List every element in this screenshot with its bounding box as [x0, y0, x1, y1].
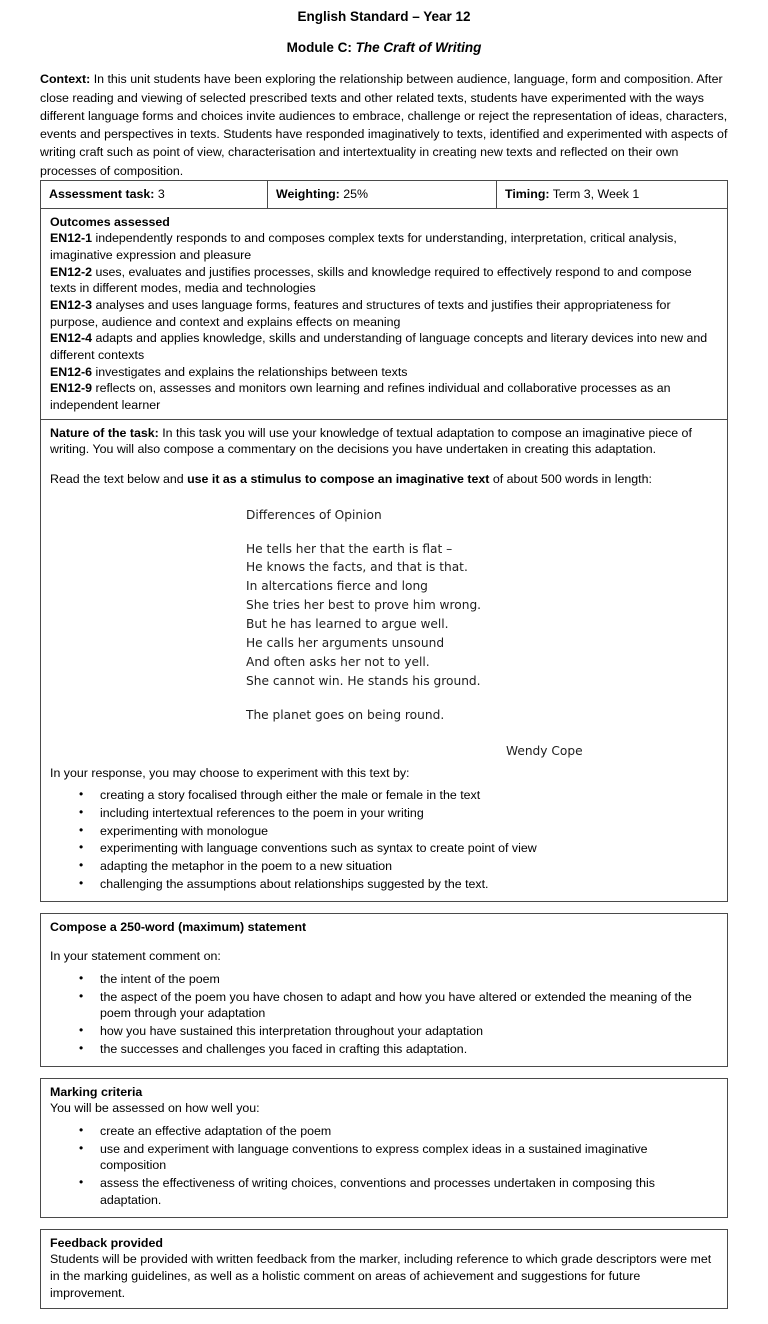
- list-item: • use and experiment with language conventions to express complex ideas in a sustained imaginative composition: [50, 1141, 718, 1174]
- poem-final-line: The planet goes on being round.: [246, 707, 445, 722]
- outcome-text: investigates and explains the relationships between texts: [92, 364, 408, 379]
- list-item: • challenging the assumptions about relationships suggested by the text.: [50, 876, 718, 893]
- poem-spacer: [246, 691, 718, 706]
- weighting-value: 25%: [339, 186, 369, 201]
- page-title: English Standard – Year 12: [297, 9, 471, 24]
- assessment-task-value: 3: [154, 186, 165, 201]
- marking-criteria-heading: Marking criteria: [50, 1084, 143, 1099]
- timing-cell: [497, 181, 727, 208]
- poem-line: He tells her that the earth is flat –: [246, 541, 453, 556]
- outcome-item: [50, 230, 718, 263]
- context-paragraph: [40, 56, 728, 179]
- list-item: • the aspect of the poem you have chosen to adapt and how you have altered or extended the meaning of the poem through your adaptation: [50, 989, 718, 1022]
- timing-value: Term 3, Week 1: [549, 186, 640, 201]
- section-gap: [40, 902, 728, 913]
- poem-title: Differences of Opinion: [246, 507, 382, 522]
- weighting-label: Weighting:: [276, 186, 340, 201]
- poem-line: She cannot win. He stands his ground.: [246, 673, 481, 688]
- outcomes-assessed-table: [40, 209, 728, 420]
- poem-line: But he has learned to argue well.: [246, 617, 449, 632]
- outcome-code: EN12-1: [50, 231, 93, 246]
- nature-of-task-text: In this task you will use your knowledge of textual adaptation to compose an imaginative piece of writing. You will also compose a commentary on the decisions you have undertaken in creating this adaptation.: [50, 425, 692, 457]
- list-item: • adapting the metaphor in the poem to a new situation: [50, 858, 718, 875]
- outcome-text: reflects on, assesses and monitors own learning and refines individual and collaborative processes as an independent learner: [50, 381, 671, 412]
- outcome-text: analyses and uses language forms, features and structures of texts and justifies their appropriateness for purpose, audience and context and explains effects on meaning: [50, 297, 671, 329]
- feedback-text: Students will be provided with written feedback from the marker, including reference to which grade descriptors were met in the marking guidelines, as well as a holistic comment on areas of achievement and suggestions for future improvement.: [50, 1252, 712, 1300]
- list-item: • creating a story focalised through either the male or female in the text: [50, 787, 718, 804]
- stimulus-after: of about 500 words in length:: [489, 471, 652, 486]
- list-item: • including intertextual references to the poem in your writing: [50, 805, 718, 822]
- statement-list: [50, 971, 718, 1058]
- statement-block: [41, 914, 727, 1066]
- nature-of-task-block: [41, 420, 727, 901]
- statement-intro: In your statement comment on:: [50, 949, 221, 964]
- list-item: • the intent of the poem: [50, 971, 718, 988]
- poem-spacer: [246, 525, 718, 540]
- list-item: • experimenting with monologue: [50, 823, 718, 840]
- poem-line: In altercations fierce and long: [246, 579, 428, 594]
- poem-line: She tries her best to prove him wrong.: [246, 598, 482, 613]
- section-gap: [40, 1218, 728, 1229]
- feedback-heading: Feedback provided: [50, 1235, 163, 1250]
- module-label: Module C:: [286, 40, 356, 56]
- table-row: [41, 181, 727, 208]
- outcome-text: uses, evaluates and justifies processes, skills and knowledge required to effectively respond to and compose texts in different modes, media and technologies: [50, 264, 692, 296]
- feedback-block: [41, 1230, 727, 1309]
- response-options-intro: In your response, you may choose to experiment with this text by:: [50, 765, 410, 780]
- nature-of-task-paragraph: [50, 425, 718, 458]
- assessment-task-label: Assessment task:: [49, 186, 155, 201]
- poem-attribution: Wendy Cope: [506, 743, 583, 758]
- outcome-text: independently responds to and composes complex texts for understanding, interpretation, critical analysis, imaginative expression and pleasure: [50, 231, 677, 262]
- marking-criteria-table: [40, 1078, 728, 1218]
- outcome-item: [50, 330, 718, 363]
- marking-criteria-intro: You will be assessed on how well you:: [50, 1101, 260, 1116]
- stimulus-poem: [50, 488, 718, 765]
- poem-line: He knows the facts, and that is that.: [246, 560, 468, 575]
- nature-of-task-table: [40, 420, 728, 902]
- poem-line: And often asks her not to yell.: [246, 654, 430, 669]
- list-item: • experimenting with language conventions such as syntax to create point of view: [50, 840, 718, 857]
- outcome-item: [50, 380, 718, 413]
- stimulus-instruction: [50, 471, 718, 488]
- outcome-item: [50, 264, 718, 297]
- timing-label: Timing:: [505, 186, 550, 201]
- assessment-details-table: [40, 180, 728, 209]
- list-item: • the successes and challenges you faced in crafting this adaptation.: [50, 1041, 718, 1058]
- statement-heading: Compose a 250-word (maximum) statement: [50, 919, 307, 934]
- outcome-code: EN12-2: [50, 264, 93, 279]
- list-item: • how you have sustained this interpretation throughout your adaptation: [50, 1023, 718, 1040]
- feedback-table: [40, 1229, 728, 1310]
- stimulus-emphasis: use it as a stimulus to compose an imaginative text: [187, 471, 490, 486]
- outcome-item: [50, 364, 718, 381]
- assessment-task-cell: [41, 181, 268, 208]
- list-item: • assess the effectiveness of writing choices, conventions and processes undertaken in composing this adaptation.: [50, 1175, 718, 1208]
- outcomes-heading: Outcomes assessed: [50, 214, 170, 229]
- context-text: In this unit students have been exploring the relationship between audience, language, form and composition. After close reading and viewing of selected prescribed texts and other related texts, students have experimented with the ways different language forms and choices invite audiences to embrace, challenge or reject the representation of ideas, characters, events and perspectives in texts. Students have responded imaginatively to texts, identified and experimented with aspects of writing craft such as point of view, characterisation and intertextuality in creating new texts and reflected on their own processes of composition.: [40, 72, 728, 178]
- list-item: • create an effective adaptation of the poem: [50, 1123, 718, 1140]
- marking-criteria-list: [50, 1123, 718, 1209]
- poem-spacer: [246, 725, 718, 740]
- outcome-code: EN12-4: [50, 331, 93, 346]
- weighting-cell: [268, 181, 497, 208]
- outcomes-block: [41, 209, 727, 419]
- section-gap: [40, 1067, 728, 1078]
- stimulus-before: Read the text below and: [50, 471, 188, 486]
- outcome-item: [50, 297, 718, 330]
- module-subtitle: [40, 25, 728, 56]
- outcome-text: adapts and applies knowledge, skills and understanding of language concepts and literary devices into new and different contexts: [50, 331, 708, 362]
- response-options-list: [50, 787, 718, 892]
- module-name: The Craft of Writing: [355, 40, 482, 56]
- outcome-code: EN12-6: [50, 364, 93, 379]
- context-label: Context:: [40, 72, 91, 87]
- poem-line: He calls her arguments unsound: [246, 636, 445, 651]
- statement-table: [40, 913, 728, 1067]
- nature-of-task-label: Nature of the task:: [50, 425, 159, 440]
- outcome-code: EN12-9: [50, 381, 93, 396]
- outcome-code: EN12-3: [50, 297, 93, 312]
- marking-criteria-block: [41, 1079, 727, 1217]
